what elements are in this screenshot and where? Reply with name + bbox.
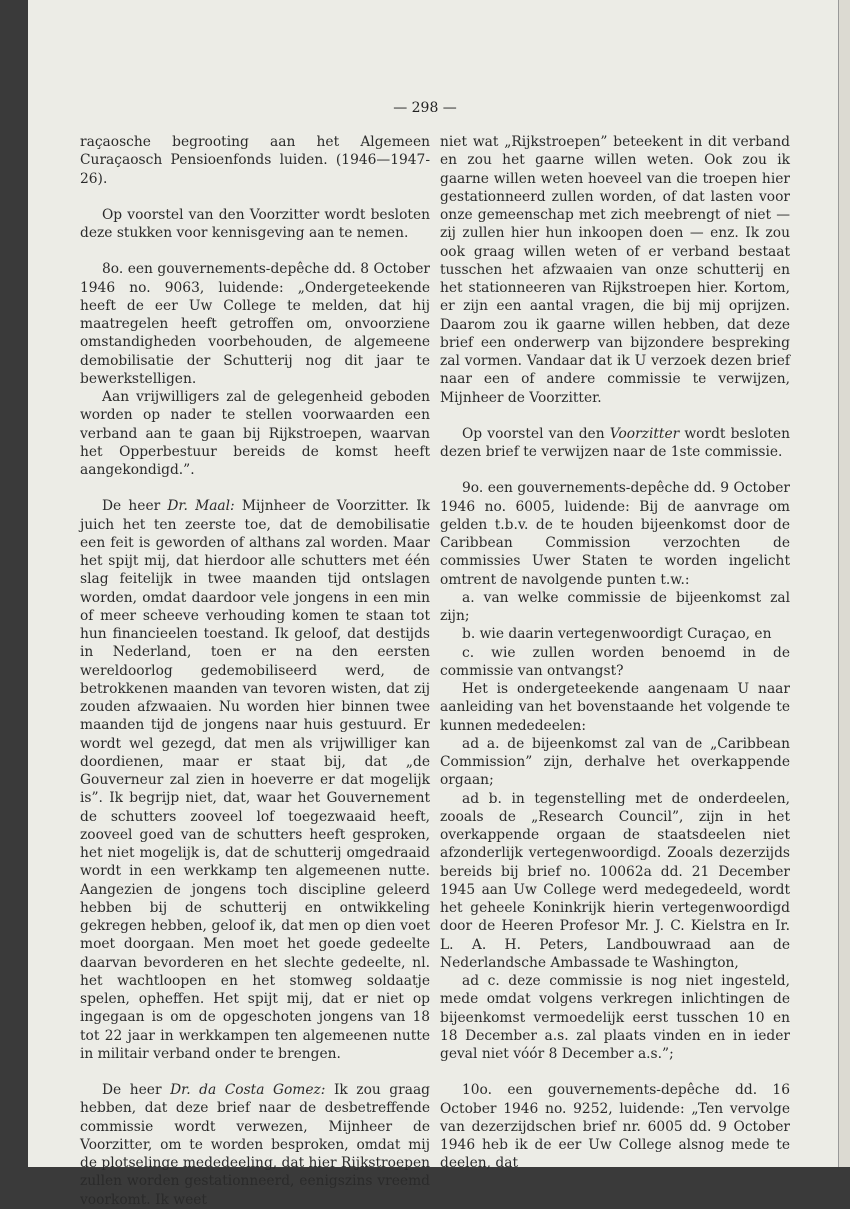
paragraph: 9o. een gouvernements-depêche dd. 9 October 1946 no. 6005, luidende: Bij de aanvrage om gelden t.b.v. de te houden bijeenkomst door de Caribbean Commission verzochten de commissies Uwer Staten te worden ingelicht omtrent de navolgende punten t.w.: xyxy=(440,480,790,588)
paragraph: Op voorstel van den Voorzitter wordt besloten dezen brief te verwijzen naar de 1ste commissie. xyxy=(440,425,790,460)
speaker-name: Voorzitter xyxy=(609,425,680,442)
paragraph: 10o. een gouvernements-depêche dd. 16 October 1946 no. 9252, luidende: „Ten vervolge van dezerzijdschen brief nr. 6005 dd. 9 October 1946 heb ik de eer Uw College alsnog mede te deelen, dat xyxy=(440,1082,790,1172)
page-binding-edge xyxy=(838,0,850,1167)
paragraph: De heer Dr. Maal: Mijnheer de Voorzitter. Ik juich het ten zeerste toe, dat de demobilisatie een feit is geworden of althans zal worden. Maar het spijt mij, dat hierdoor alle schutters met één slag feitelijk in twee maanden tijd ontslagen worden, omdat daardoor vele jongens in een min of meer scheeve verhouding komen te staan tot hun financieelen toestand. Ik geloof, dat destijds in Nederland, toen er na den eersten wereldoorlog gedemobiliseerd werd, de betrokkenen maanden van tevoren wisten, dat zij zouden afzwaaien. Nu worden hier binnen twee maanden tijd de jongens naar huis gestuurd. Er wordt wel gezegd, dat men als vrijwilliger kan doordienen, maar er staat bij, dat „de Gouverneur zal zien in hoeverre er dat mogelijk is”. Ik begrijp niet, dat, waar het Gouvernement de schutters zooveel lof toegezwaaid heeft, zooveel goed van de schutters heeft gesproken, het niet mogelijk is, dat de schutterij omgedraaid wordt in een werkkamp ten algemeenen nutte. Aangezien de jongens toch discipline geleerd hebben bij de schutterij en ontwikkeling gekregen hebben, geloof ik, dat men op dien voet moet doorgaan. Men moet het goede gedeelte daarvan bevorderen en het slechte gedeelte, nl. het wachtloopen en het stomweg soldaatje spelen, opheffen. Het spijt mij, dat er niet op ingegaan is om de opgeschoten jongens van 18 tot 22 jaar in werkkampen ten algemeenen nutte in militair verband onder te brengen. xyxy=(80,498,431,1062)
right-column xyxy=(440,133,790,1173)
list-item: a. van welke commissie de bijeenkomst zal zijn; xyxy=(440,589,790,624)
paragraph: De heer Dr. da Costa Gomez: Ik zou graag hebben, dat deze brief naar de desbetreffende commissie wordt verwezen, Mijnheer de Voorzitter, om te worden besproken, omdat mij de plotselinge mededeeling, dat hier Rijkstroepen zullen worden gestationneerd, eenigszins vreemd voorkomt. Ik weet xyxy=(80,1082,431,1208)
list-item: b. wie daarin vertegenwoordigt Curaçao, en xyxy=(462,626,772,643)
page-number: — 298 — xyxy=(393,100,457,116)
paragraph: ad b. in tegenstelling met de onderdeelen, zooals de „Research Council”, zijn in het overkappende orgaan de staatsdeelen niet afzonderlijk vertegenwoordigd. Zooals dezerzijds bereids bij brief no. 10062a dd. 21 December 1945 aan Uw College werd medegedeeld, wordt het geheele Koninkrijk hierin vertegenwoordigd door de Heeren Profesor Mr. J. C. Kielstra en Ir. L. A. H. Peters, Landbouwraad aan de Nederlandsche Ambassade te Washington, xyxy=(440,790,790,971)
paragraph: ad c. deze commissie is nog niet ingesteld, mede omdat volgens verkregen inlichtingen de bijeenkomst vermoedelijk eerst tusschen 10 en 18 December a.s. zal plaats vinden en in ieder geval niet vóór 8 December a.s.”; xyxy=(440,973,790,1062)
paragraph: Aan vrijwilligers zal de gelegenheid geboden worden op nader te stellen voorwaarden een verband aan te gaan bij Rijkstroepen, waarvan het Opperbestuur bereids de komst heeft aangekondigd.”. xyxy=(80,389,430,478)
paragraph: Het is ondergeteekende aangenaam U naar aanleiding van het bovenstaande het volgende te kunnen mededeelen: xyxy=(440,681,790,734)
speaker-name: Dr. Maal: xyxy=(167,498,235,515)
list-item: c. wie zullen worden benoemd in de commissie van ontvangst? xyxy=(440,644,790,679)
paragraph: 8o. een gouvernements-depêche dd. 8 October 1946 no. 9063, luidende: „Ondergeteekende heeft de eer Uw College te melden, dat hij maatregelen heeft getroffen om, onvoorziene omstandigheden voorbehouden, de algemeene demobilisatie der Schutterij nog dit jaar te bewerkstelligen. xyxy=(80,261,430,387)
paragraph: niet wat „Rijkstroepen” beteekent in dit verband en zou het gaarne willen weten. Ook zou ik gaarne willen weten hoeveel van die troepen hier gestationneerd zullen worden, of dat lasten voor onze gemeenschap met zich meebrengt of niet — zij zullen hier hun inkoopen doen — enz. Ik zou ook graag willen weten of er verband bestaat tusschen het afzwaaien van onze schutterij en het stationneeren van Rijkstroepen hier. Kortom, er zijn een aantal vragen, die bij mij oprijzen. Daarom zou ik gaarne willen hebben, dat deze brief een onderwerp van bijzondere bespreking zal vormen. Vandaar dat ik U verzoek dezen brief naar een of andere commissie te verwijzen, Mijnheer de Voorzitter. xyxy=(440,134,790,406)
left-column xyxy=(80,133,430,1209)
paragraph: ad a. de bijeenkomst zal van de „Caribbean Commission” zijn, derhalve het overkappende orgaan; xyxy=(440,735,790,789)
speaker-name: Dr. da Costa Gomez: xyxy=(170,1082,326,1098)
paragraph: Op voorstel van den Voorzitter wordt besloten deze stukken voor kennisgeving aan te nemen. xyxy=(80,206,430,241)
paragraph: raçaosche begrooting aan het Algemeen Curaçaosch Pensioenfonds luiden. (1946—1947-26). xyxy=(80,134,430,187)
